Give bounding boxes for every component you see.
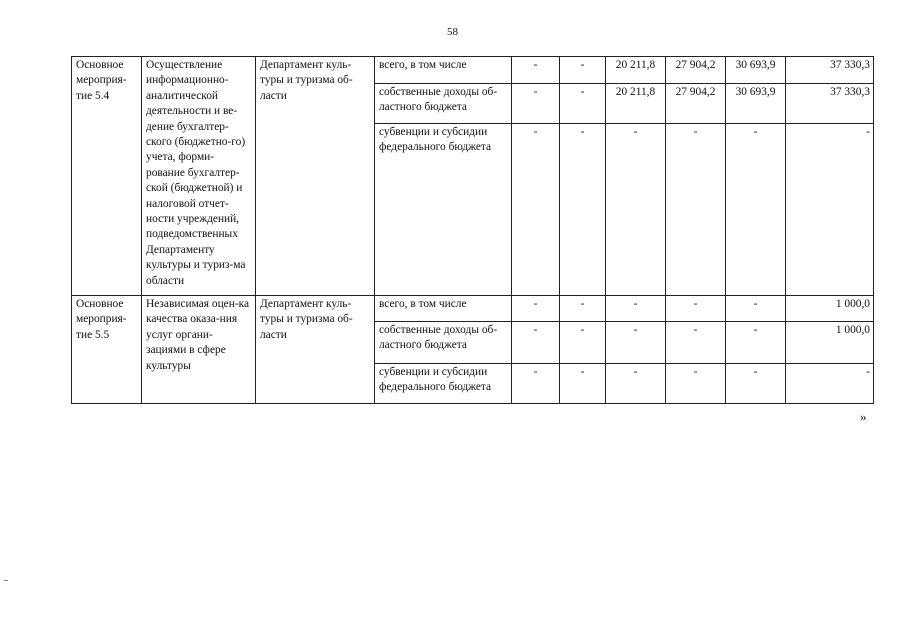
value-cell: - [726,322,786,364]
value-cell: - [512,84,560,124]
description-cell: Осуществление информационно-аналитической деятельности и ве-дение бухгалтер-ского (бюджетно-го) учета, форми-рование бухгалтер-ской (бюджетной) и налоговой отчет-ности учреждений, подведомственных Департаменту культуры и туриз-ма области [142,57,256,296]
funding-source-cell: собственные доходы об-ластного бюджета [375,84,512,124]
value-cell: - [606,124,666,296]
value-cell: - [512,124,560,296]
value-cell: 1 000,0 [786,296,874,322]
value-cell: - [560,124,606,296]
value-cell: - [560,296,606,322]
value-cell: - [726,364,786,404]
value-cell: 27 904,2 [666,57,726,84]
funding-source-cell: всего, в том числе [375,296,512,322]
measure-cell: Основное мероприя-тие 5.5 [72,296,142,404]
funding-source-cell: субвенции и субсидии федерального бюджета [375,364,512,404]
executor-cell: Департамент куль-туры и туризма об-ласти [256,296,375,404]
value-cell: - [606,296,666,322]
value-cell: - [560,322,606,364]
margin-mark [4,580,8,581]
description-cell: Независимая оцен-ка качества оказа-ния услуг органи-зациями в сфере культуры [142,296,256,404]
value-cell: - [666,296,726,322]
value-cell: 30 693,9 [726,84,786,124]
value-cell: 37 330,3 [786,57,874,84]
value-cell: - [726,124,786,296]
value-cell: 20 211,8 [606,57,666,84]
value-cell: - [606,322,666,364]
value-cell: - [512,296,560,322]
value-cell: 1 000,0 [786,322,874,364]
funding-source-cell: всего, в том числе [375,57,512,84]
budget-table [71,56,874,404]
value-cell: - [560,84,606,124]
value-cell: - [666,322,726,364]
value-cell: - [786,364,874,404]
funding-source-cell: собственные доходы об-ластного бюджета [375,322,512,364]
value-cell: - [666,124,726,296]
value-cell: 27 904,2 [666,84,726,124]
page-number: 58 [447,26,458,38]
value-cell: - [512,364,560,404]
value-cell: 37 330,3 [786,84,874,124]
value-cell: - [512,57,560,84]
measure-cell: Основное мероприя-тие 5.4 [72,57,142,296]
value-cell: 30 693,9 [726,57,786,84]
value-cell: - [606,364,666,404]
value-cell: - [726,296,786,322]
table-row [72,57,874,84]
table-row [72,296,874,322]
value-cell: - [512,322,560,364]
executor-cell: Департамент куль-туры и туризма об-ласти [256,57,375,296]
value-cell: - [786,124,874,296]
funding-source-cell: субвенции и субсидии федерального бюджета [375,124,512,296]
value-cell: 20 211,8 [606,84,666,124]
value-cell: - [666,364,726,404]
value-cell: - [560,364,606,404]
value-cell: - [560,57,606,84]
closing-quote-mark: » [860,409,867,424]
